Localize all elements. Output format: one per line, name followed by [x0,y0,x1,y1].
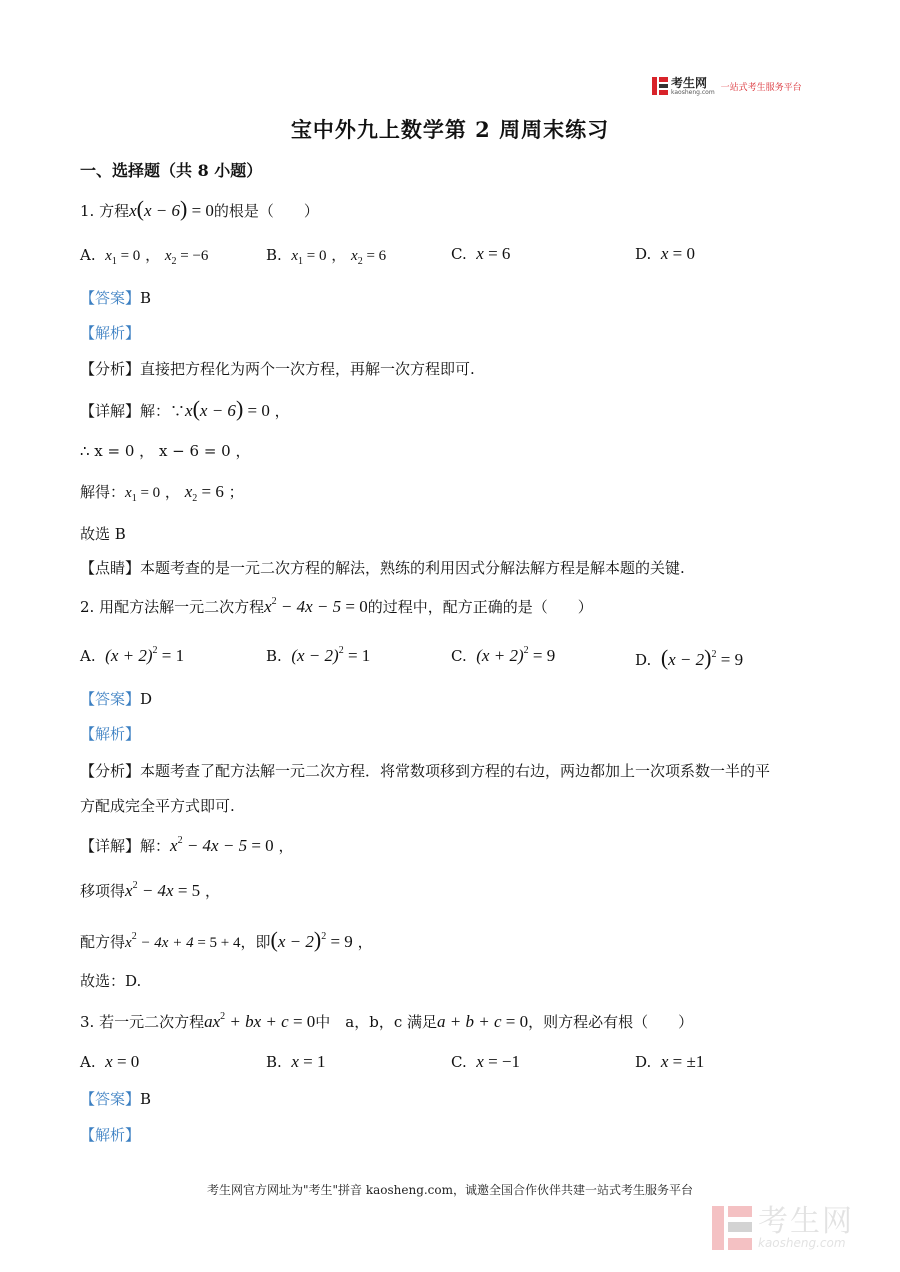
q2-fenxi-2: 方配成完全平方式即可. [80,797,235,815]
header-logo[interactable] [652,74,822,98]
q1-fenxi: 【分析】直接把方程化为两个一次方程，再解一次方程即可. [80,360,475,378]
q2-answer: 【答案】D [80,690,153,708]
watermark-logo-icon [712,1206,752,1250]
watermark-domain: kaosheng.com [758,1236,846,1250]
footer-text: 考生网官方网址为"考生"拼音 kaosheng.com，诚邀全国合作伙伴共建一站式考生服务平台 [206,1183,694,1197]
q1-step-3: 解得：$x_1 = 0$ ， $x_2 = 6$ ； [80,482,244,504]
q2-option-b: B. $(x - 2)^2 = 1$ [266,645,371,665]
q1-option-c: C. x = 6 [451,244,511,263]
q1-step-2: ∴ x = 0 ， x − 6 = 0 ， [80,442,251,460]
q2-option-c: C. $(x + 2)^2 = 9$ [451,645,556,665]
q3-answer: 【答案】B [80,1090,152,1108]
q2-fenxi-1: 【分析】本题考查了配方法解一元二次方程．将常数项移到方程的右边，两边都加上一次项系数一半的平 [80,762,771,780]
question-2: 2. 用配方法解一元二次方程$x^2 - 4x - 5 = 0$的过程中，配方正确的是（ ） [80,596,593,616]
q3-analysis-label: 【解析】 [80,1126,141,1144]
section-heading: 一、选择题（共 8 小题） [80,161,263,180]
q2-option-a: A. $(x + 2)^2 = 1$ [80,645,185,665]
q1-step-1: 【详解】解：∵x(x − 6) = 0 ， [80,396,290,421]
question-3: 3. 若一元二次方程$ax^2$ + bx + c = 0中 a，b，c 满足a + b + c = 0，则方程必有根（ ） [80,1011,694,1031]
logo-domain: kaosheng.com [671,88,715,96]
q2-option-d: D. $(x - 2)^2 = 9$ [635,645,744,670]
q1-option-a: A. $x_1 = 0$ ， $x_2 = -6$ [80,246,209,267]
q1-conclusion: 故选 B [80,525,126,543]
q1-equation: x(x − 6) = 0 [129,196,214,221]
q2-step-3: 配方得$x^2 - 4x + 4 = 5 + 4$，即$(x - 2)^2 = 9$ ， [80,927,373,952]
q3-option-b: B. x = 1 [266,1052,326,1071]
kaosheng-logo-icon [652,77,668,95]
q2-step-2: 移项得$x^2 - 4x = 5$ ， [80,880,220,900]
q1-suffix: 的根是（ ） [213,202,319,220]
q1-option-b: B. $x_1 = 0$ ， $x_2 = 6$ [266,246,387,267]
logo-name: 考生网 [671,75,708,90]
q1-answer: 【答案】B [80,289,152,307]
q1-analysis-label: 【解析】 [80,324,141,342]
watermark-logo [712,1205,882,1251]
q3-option-c: C. x = −1 [451,1052,520,1071]
q3-option-d: D. x = ±1 [635,1052,705,1071]
logo-slogan: 一站式考生服务平台 [720,82,802,93]
question-1 [80,196,319,222]
page-title: 宝中外九上数学第 2 周周末练习 [290,117,610,142]
q2-analysis-label: 【解析】 [80,725,141,743]
q2-step-1: 【详解】解：$x^2 - 4x - 5 = 0$ ， [80,835,294,855]
q1-dianjing: 【点睛】本题考查的是一元二次方程的解法，熟练的利用因式分解法解方程是解本题的关键. [80,559,685,577]
q1-prefix: 1. 方程 [80,202,130,220]
q1-option-d: D. x = 0 [635,244,695,263]
watermark-name: 考生网 [758,1204,854,1239]
q2-conclusion: 故选：D. [80,972,142,990]
q3-option-a: A. x = 0 [80,1052,140,1071]
